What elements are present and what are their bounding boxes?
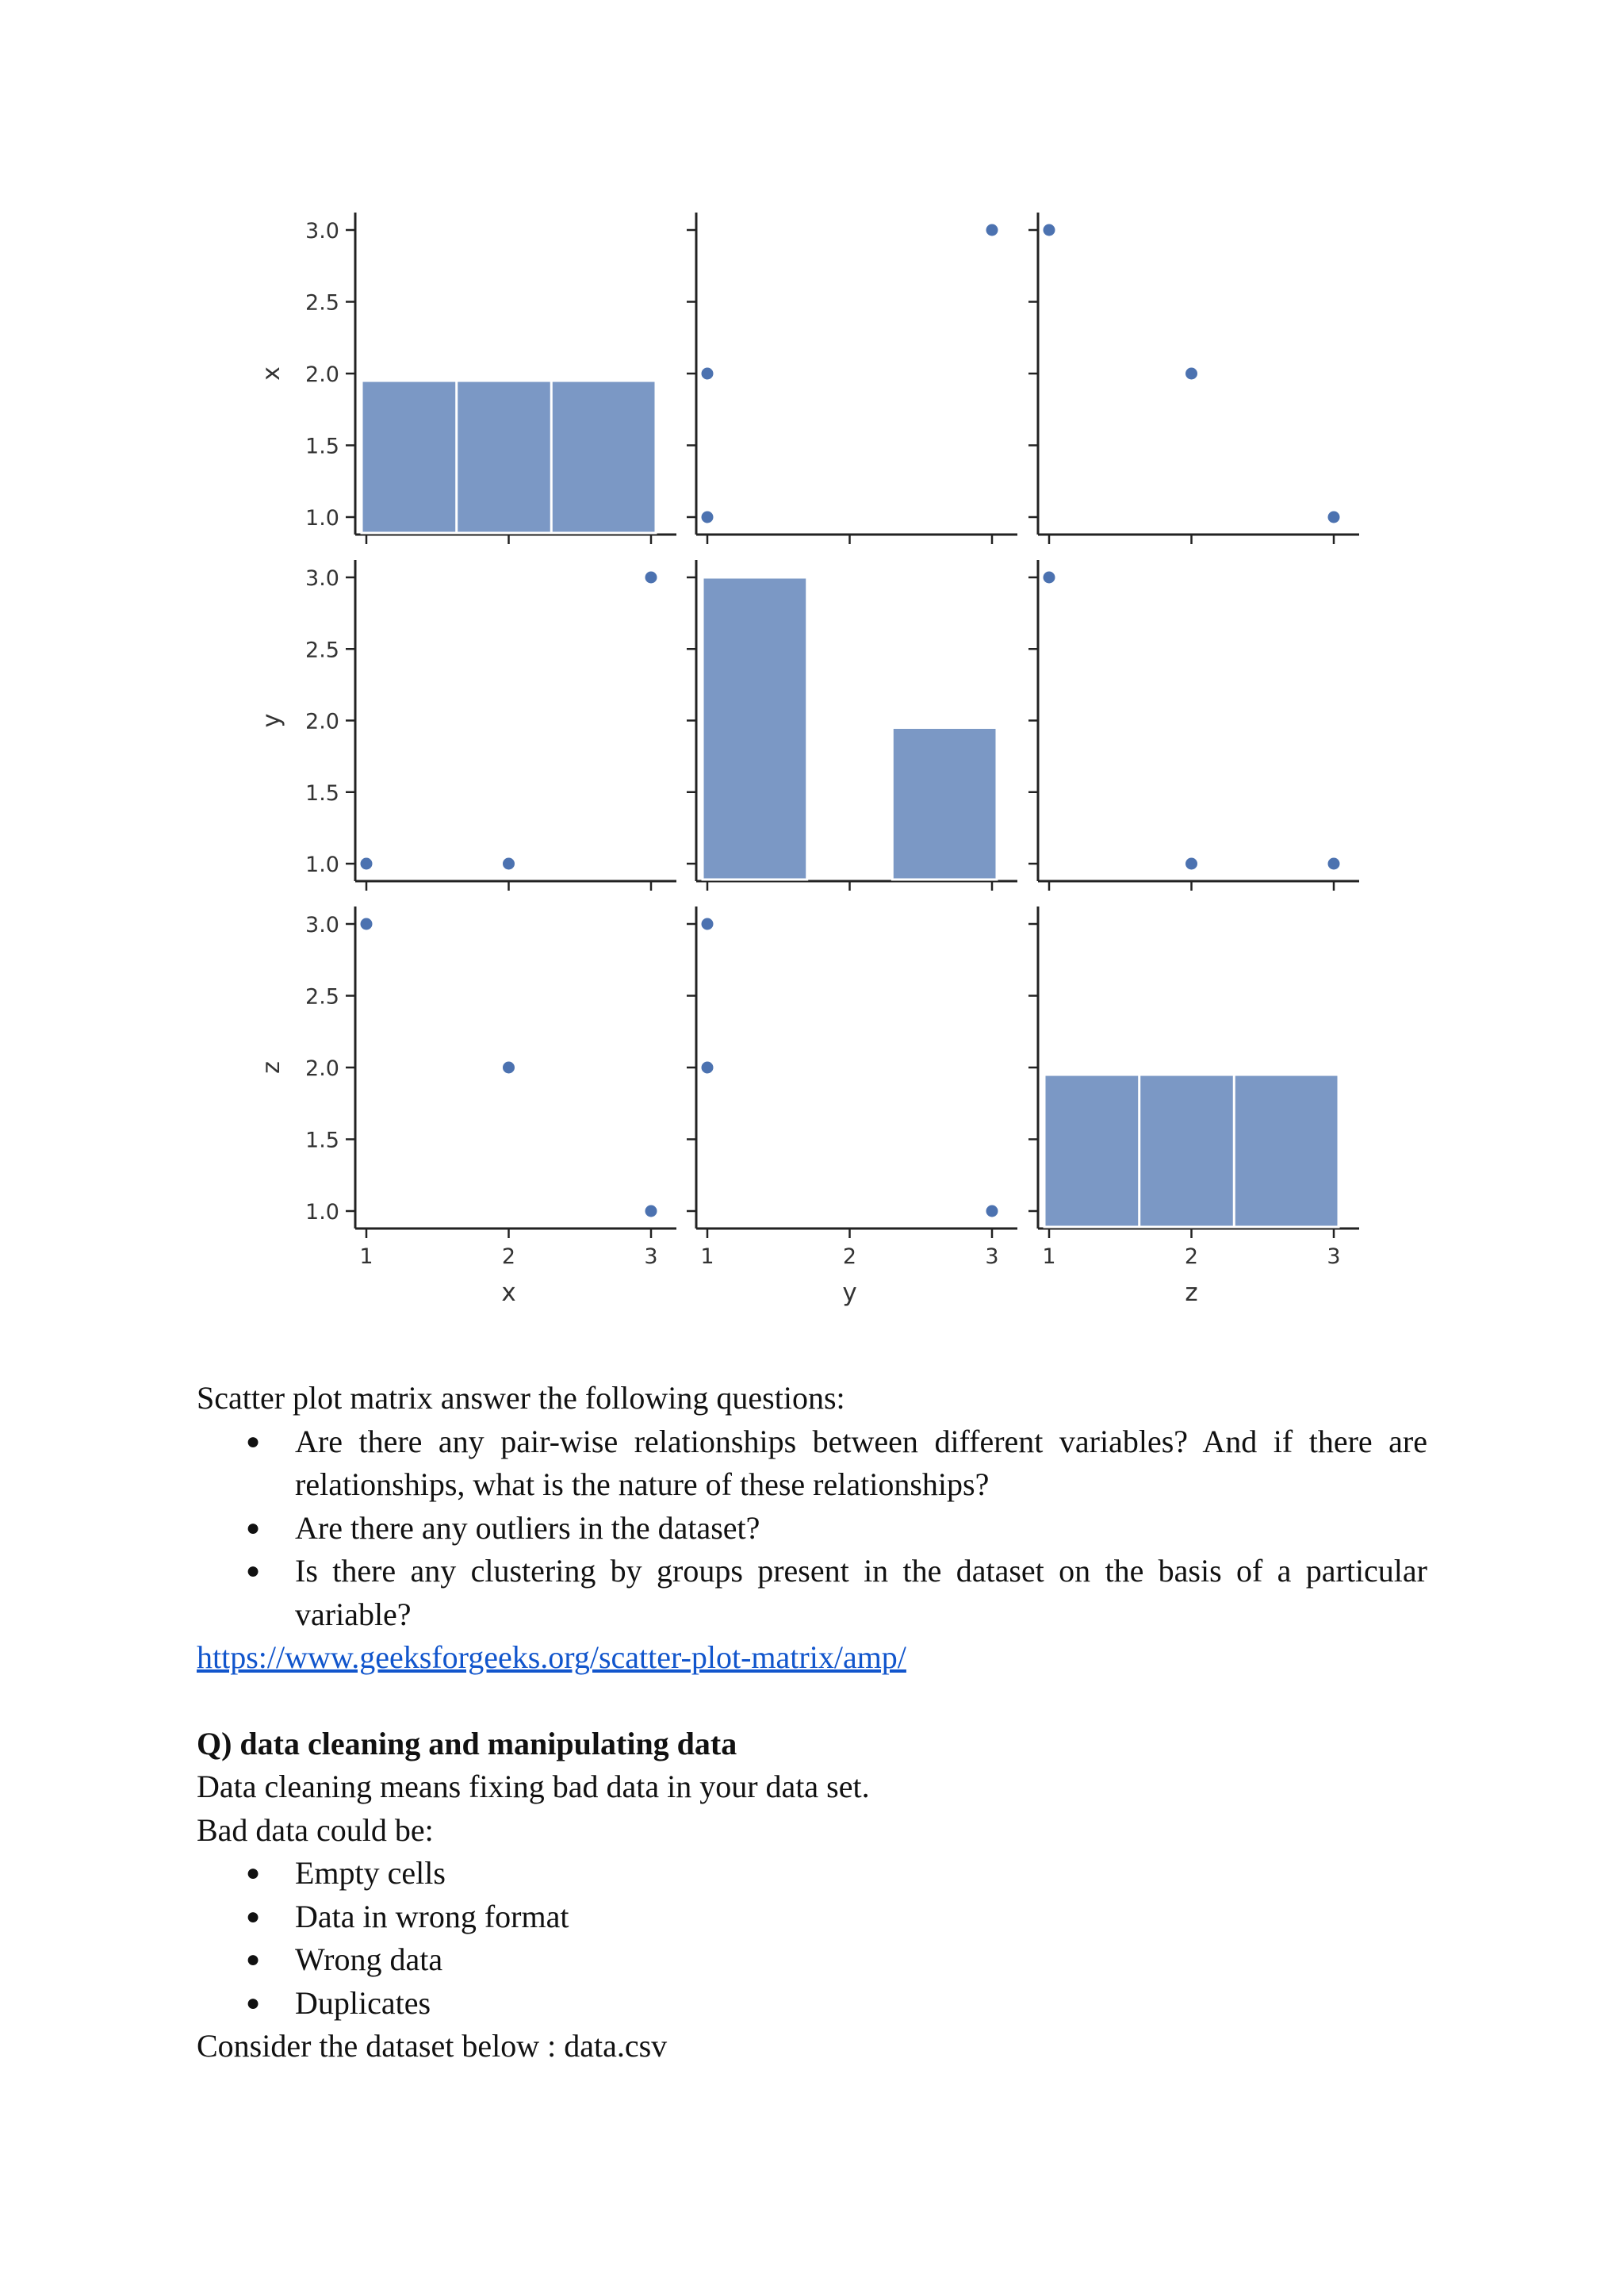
data-point — [645, 1205, 657, 1217]
x-tick-label: 3 — [985, 1244, 999, 1269]
data-point — [1185, 368, 1197, 380]
data-point — [1328, 858, 1340, 870]
x-tick-label: 2 — [842, 1244, 857, 1269]
y-tick-label: 1.0 — [305, 506, 339, 531]
questions-list — [197, 1420, 1427, 1637]
histogram-bar — [1139, 1075, 1244, 1227]
y-tick-label: 1.5 — [305, 780, 339, 806]
column-variable-label: y — [842, 1278, 857, 1307]
y-tick-label: 3.0 — [305, 913, 339, 937]
x-tick-label: 2 — [1184, 1244, 1199, 1269]
bad-data-list — [197, 1852, 1427, 2025]
intro-text: Scatter plot matrix answer the following questions: — [197, 1380, 845, 1416]
histogram-bar — [1044, 1075, 1149, 1227]
bad-data-item: ● Empty cells — [197, 1852, 1427, 1895]
question-item: ● Are there any outliers in the dataset? — [197, 1507, 1427, 1550]
histogram-bar — [551, 381, 656, 533]
document-body — [197, 1377, 1427, 2068]
x-tick-label: 1 — [1042, 1244, 1056, 1269]
histogram-bar — [892, 728, 997, 880]
data-point — [702, 918, 714, 930]
data-point — [702, 1062, 714, 1074]
data-point — [1328, 512, 1340, 523]
x-tick-label: 1 — [700, 1244, 714, 1269]
y-tick-label: 2.0 — [305, 709, 339, 734]
data-point — [702, 368, 714, 380]
y-tick-label: 1.5 — [305, 434, 339, 459]
y-tick-label: 3.0 — [305, 566, 339, 591]
bad-data-intro: Bad data could be: — [197, 1811, 434, 1848]
bad-data-item: ● Data in wrong format — [197, 1895, 1427, 1939]
y-tick-label: 2.5 — [305, 638, 339, 663]
data-point — [986, 1205, 998, 1217]
bad-data-item: ● Duplicates — [197, 1982, 1427, 2026]
column-variable-label: x — [501, 1278, 516, 1307]
data-point — [645, 572, 657, 584]
x-tick-label: 1 — [359, 1244, 373, 1269]
histogram-bar — [362, 381, 466, 533]
histogram-bar — [1234, 1075, 1339, 1227]
question-item: ● Are there any pair-wise relationships between different variables? And if there are relationships, what is the nature of these relationships? — [197, 1420, 1427, 1507]
histogram-bar — [703, 577, 807, 880]
y-tick-label: 2.5 — [305, 290, 339, 316]
data-point — [361, 918, 373, 930]
data-point — [702, 512, 714, 523]
data-point — [986, 224, 998, 236]
histogram-bar — [457, 381, 561, 533]
data-point — [1044, 572, 1055, 584]
y-tick-label: 2.0 — [305, 362, 339, 387]
bad-data-item: ● Wrong data — [197, 1938, 1427, 1982]
x-tick-label: 2 — [501, 1244, 516, 1269]
row-variable-label: x — [258, 366, 285, 381]
column-variable-label: z — [1185, 1278, 1198, 1307]
y-tick-label: 1.0 — [305, 853, 339, 877]
data-point — [1185, 858, 1197, 870]
data-point — [503, 1062, 515, 1074]
data-point — [361, 858, 373, 870]
dataset-line: Consider the dataset below : data.csv — [197, 2028, 668, 2064]
data-point — [1044, 224, 1055, 236]
row-variable-label: y — [258, 713, 285, 728]
data-point — [503, 858, 515, 870]
y-tick-label: 3.0 — [305, 219, 339, 243]
definition-text: Data cleaning means fixing bad data in your data set. — [197, 1769, 870, 1804]
section-heading: Q) data cleaning and manipulating data — [197, 1725, 737, 1761]
y-tick-label: 2.5 — [305, 984, 339, 1010]
y-tick-label: 2.0 — [305, 1056, 339, 1081]
y-tick-label: 1.0 — [305, 1200, 339, 1225]
x-tick-label: 3 — [1327, 1244, 1341, 1269]
question-item: ● Is there any clustering by groups present in the dataset on the basis of a particular variable? — [197, 1550, 1427, 1636]
row-variable-label: z — [258, 1061, 285, 1074]
x-tick-label: 3 — [644, 1244, 658, 1269]
reference-link[interactable]: https://www.geeksforgeeks.org/scatter-plot-matrix/amp/ — [197, 1639, 906, 1675]
y-tick-label: 1.5 — [305, 1128, 339, 1153]
